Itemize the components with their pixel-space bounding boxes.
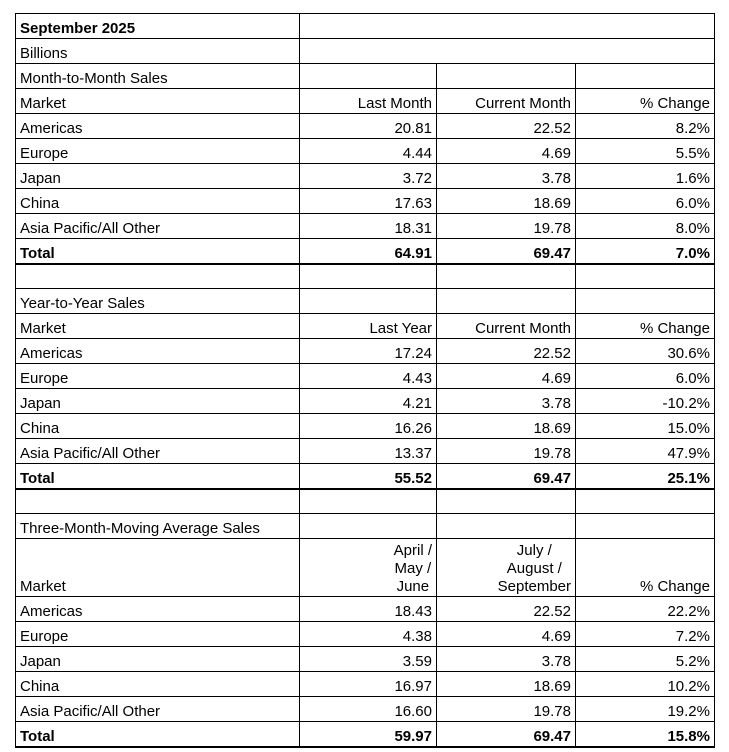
section-title: Month-to-Month Sales bbox=[16, 64, 300, 89]
total-row bbox=[16, 722, 715, 748]
table-row bbox=[16, 339, 715, 364]
change-cell: 5.5% bbox=[576, 139, 715, 164]
value-cell: 3.72 bbox=[300, 164, 437, 189]
column-header: Market bbox=[16, 539, 300, 597]
market-cell: Asia Pacific/All Other bbox=[16, 214, 300, 239]
market-cell: Asia Pacific/All Other bbox=[16, 697, 300, 722]
change-cell: 6.0% bbox=[576, 364, 715, 389]
header-line-group bbox=[498, 542, 571, 596]
change-cell: 5.2% bbox=[576, 647, 715, 672]
empty-cell bbox=[437, 489, 576, 514]
change-cell: 8.2% bbox=[576, 114, 715, 139]
column-header: Current Month bbox=[437, 314, 576, 339]
value-cell: 3.78 bbox=[437, 647, 576, 672]
column-header: Current Month bbox=[437, 89, 576, 114]
units-label: Billions bbox=[16, 39, 300, 64]
spacer-row bbox=[16, 489, 715, 514]
section-title: Year-to-Year Sales bbox=[16, 289, 300, 314]
total-change: 7.0% bbox=[576, 239, 715, 265]
column-header: Market bbox=[16, 89, 300, 114]
value-cell: 3.78 bbox=[437, 389, 576, 414]
value-cell: 22.52 bbox=[437, 339, 576, 364]
header-line-group bbox=[394, 542, 432, 596]
value-cell: 4.69 bbox=[437, 139, 576, 164]
table-row bbox=[16, 597, 715, 622]
table-row bbox=[16, 672, 715, 697]
total-change: 15.8% bbox=[576, 722, 715, 748]
column-header: Market bbox=[16, 314, 300, 339]
column-header: % Change bbox=[576, 314, 715, 339]
value-cell: 17.63 bbox=[300, 189, 437, 214]
table-row bbox=[16, 114, 715, 139]
market-cell: Europe bbox=[16, 622, 300, 647]
empty-cell bbox=[300, 514, 437, 539]
table-row bbox=[16, 414, 715, 439]
empty-cell bbox=[437, 514, 576, 539]
header-line: July / bbox=[516, 542, 552, 559]
column-header-row bbox=[16, 539, 715, 597]
market-cell: Americas bbox=[16, 597, 300, 622]
empty-cell bbox=[300, 489, 437, 514]
total-row bbox=[16, 239, 715, 265]
empty-cell bbox=[437, 289, 576, 314]
total-label: Total bbox=[16, 464, 300, 490]
value-cell: 4.69 bbox=[437, 622, 576, 647]
report-title: September 2025 bbox=[16, 14, 300, 39]
change-cell: 7.2% bbox=[576, 622, 715, 647]
header-line: September bbox=[497, 578, 571, 595]
market-cell: Asia Pacific/All Other bbox=[16, 439, 300, 464]
total-value: 59.97 bbox=[300, 722, 437, 748]
empty-cell bbox=[576, 64, 715, 89]
change-cell: 8.0% bbox=[576, 214, 715, 239]
value-cell: 20.81 bbox=[300, 114, 437, 139]
section-title-row bbox=[16, 289, 715, 314]
table-row bbox=[16, 139, 715, 164]
table-row bbox=[16, 389, 715, 414]
title-row bbox=[16, 14, 715, 39]
empty-cell bbox=[437, 64, 576, 89]
header-line: June bbox=[396, 578, 430, 595]
column-header-row bbox=[16, 89, 715, 114]
value-cell: 18.31 bbox=[300, 214, 437, 239]
value-cell: 19.78 bbox=[437, 439, 576, 464]
empty-cell bbox=[16, 264, 300, 289]
empty-cell bbox=[437, 264, 576, 289]
value-cell: 18.69 bbox=[437, 414, 576, 439]
market-cell: Japan bbox=[16, 647, 300, 672]
value-cell: 22.52 bbox=[437, 114, 576, 139]
change-cell: 30.6% bbox=[576, 339, 715, 364]
table-row bbox=[16, 647, 715, 672]
units-row bbox=[16, 39, 715, 64]
value-cell: 13.37 bbox=[300, 439, 437, 464]
value-cell: 16.26 bbox=[300, 414, 437, 439]
table-row bbox=[16, 164, 715, 189]
empty-cell bbox=[300, 64, 437, 89]
sales-table bbox=[15, 13, 715, 748]
value-cell: 4.69 bbox=[437, 364, 576, 389]
column-header-row bbox=[16, 314, 715, 339]
empty-cell bbox=[576, 514, 715, 539]
market-cell: Japan bbox=[16, 164, 300, 189]
table-row bbox=[16, 189, 715, 214]
empty-cell bbox=[576, 489, 715, 514]
empty-cell bbox=[300, 289, 437, 314]
table-row bbox=[16, 697, 715, 722]
total-value: 69.47 bbox=[437, 464, 576, 490]
value-cell: 4.43 bbox=[300, 364, 437, 389]
value-cell: 4.38 bbox=[300, 622, 437, 647]
section-title-row bbox=[16, 514, 715, 539]
header-line: April / bbox=[393, 542, 432, 559]
column-header: Last Month bbox=[300, 89, 437, 114]
value-cell: 18.43 bbox=[300, 597, 437, 622]
value-cell: 19.78 bbox=[437, 697, 576, 722]
value-cell: 18.69 bbox=[437, 672, 576, 697]
market-cell: Americas bbox=[16, 114, 300, 139]
column-header bbox=[300, 539, 437, 597]
change-cell: 1.6% bbox=[576, 164, 715, 189]
value-cell: 3.59 bbox=[300, 647, 437, 672]
empty-cell bbox=[16, 489, 300, 514]
value-cell: 19.78 bbox=[437, 214, 576, 239]
change-cell: 22.2% bbox=[576, 597, 715, 622]
total-row bbox=[16, 464, 715, 490]
market-cell: China bbox=[16, 672, 300, 697]
market-cell: China bbox=[16, 189, 300, 214]
total-change: 25.1% bbox=[576, 464, 715, 490]
table-row bbox=[16, 364, 715, 389]
spacer-row bbox=[16, 264, 715, 289]
header-line: May / bbox=[394, 560, 432, 577]
total-label: Total bbox=[16, 239, 300, 265]
total-value: 69.47 bbox=[437, 722, 576, 748]
market-cell: Europe bbox=[16, 139, 300, 164]
total-label: Total bbox=[16, 722, 300, 748]
total-value: 64.91 bbox=[300, 239, 437, 265]
market-cell: Americas bbox=[16, 339, 300, 364]
change-cell: 15.0% bbox=[576, 414, 715, 439]
empty-cell bbox=[300, 264, 437, 289]
value-cell: 22.52 bbox=[437, 597, 576, 622]
table-row bbox=[16, 622, 715, 647]
value-cell: 18.69 bbox=[437, 189, 576, 214]
column-header: % Change bbox=[576, 89, 715, 114]
column-header bbox=[437, 539, 576, 597]
value-cell: 3.78 bbox=[437, 164, 576, 189]
market-cell: Japan bbox=[16, 389, 300, 414]
change-cell: -10.2% bbox=[576, 389, 715, 414]
total-value: 55.52 bbox=[300, 464, 437, 490]
value-cell: 16.60 bbox=[300, 697, 437, 722]
header-line: August / bbox=[506, 560, 562, 577]
section-title-row bbox=[16, 64, 715, 89]
total-value: 69.47 bbox=[437, 239, 576, 265]
table-row bbox=[16, 214, 715, 239]
empty-cell bbox=[576, 289, 715, 314]
market-cell: Europe bbox=[16, 364, 300, 389]
value-cell: 4.44 bbox=[300, 139, 437, 164]
empty-cell bbox=[300, 39, 715, 64]
column-header: Last Year bbox=[300, 314, 437, 339]
change-cell: 47.9% bbox=[576, 439, 715, 464]
table-row bbox=[16, 439, 715, 464]
change-cell: 10.2% bbox=[576, 672, 715, 697]
empty-cell bbox=[300, 14, 715, 39]
section-title: Three-Month-Moving Average Sales bbox=[16, 514, 300, 539]
market-cell: China bbox=[16, 414, 300, 439]
change-cell: 19.2% bbox=[576, 697, 715, 722]
empty-cell bbox=[576, 264, 715, 289]
value-cell: 4.21 bbox=[300, 389, 437, 414]
value-cell: 16.97 bbox=[300, 672, 437, 697]
value-cell: 17.24 bbox=[300, 339, 437, 364]
column-header: % Change bbox=[576, 539, 715, 597]
change-cell: 6.0% bbox=[576, 189, 715, 214]
